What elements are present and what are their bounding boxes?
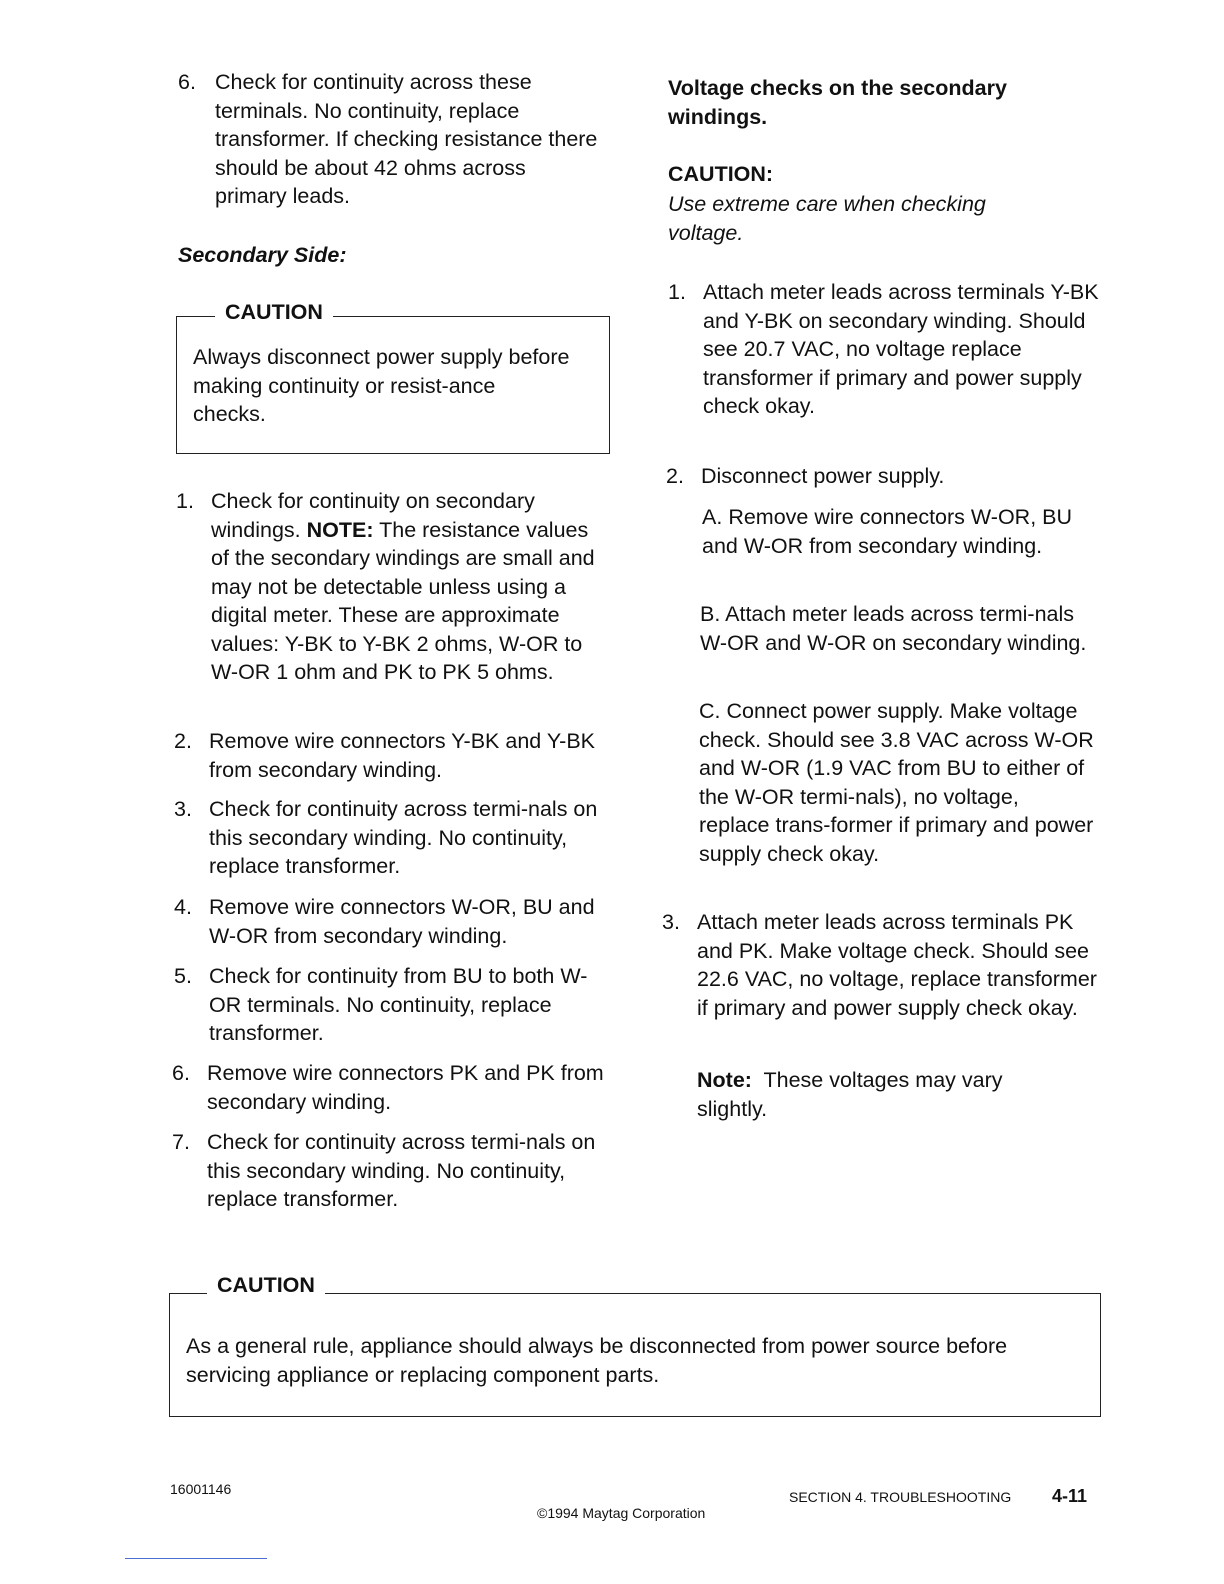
step-text: Remove wire connectors Y-BK and Y-BK from secondary winding. — [209, 729, 596, 782]
substep-text: Remove wire connectors W-OR, BU and W-OR from secondary winding. — [702, 505, 1073, 558]
note-label: NOTE: — [306, 517, 374, 542]
copyright: ©1994 Maytag Corporation — [537, 1505, 706, 1521]
left-step-3 — [174, 795, 606, 881]
step-number: 3. — [174, 797, 192, 821]
caution-box-bottom-title: CAUTION — [207, 1273, 325, 1298]
substep-text: Attach meter leads across termi-nals W-OR and W-OR on secondary winding. — [700, 602, 1087, 655]
step-text: Remove wire connectors W-OR, BU and W-OR from secondary winding. — [209, 895, 595, 948]
substep-b — [700, 600, 1095, 657]
step-text: Check for continuity across termi-nals on this secondary winding. No continuity, replace transformer. — [209, 797, 598, 878]
step-number: 6. — [172, 1061, 190, 1085]
item-number: 6. — [178, 70, 196, 94]
substep-a — [702, 503, 1092, 560]
substep-label: C. — [699, 699, 721, 723]
step-number: 2. — [666, 464, 684, 488]
page-number: 4-11 — [1052, 1486, 1088, 1506]
caution-box-left-title: CAUTION — [215, 300, 333, 325]
caution-label: CAUTION: — [668, 162, 774, 186]
substep-label: B. — [700, 602, 721, 626]
step-number: 5. — [174, 964, 192, 988]
step-number: 1. — [668, 280, 686, 304]
step-text: Check for continuity from BU to both W-OR terminals. No continuity, replace transformer. — [209, 964, 588, 1045]
right-step-3 — [662, 908, 1102, 1022]
secondary-side-heading: Secondary Side: — [178, 243, 347, 267]
note-text: These voltages may vary slightly. — [697, 1068, 1003, 1121]
step-text: Attach meter leads across terminals Y-BK and Y-BK on secondary winding. Should see 20.7 VAC, no voltage replace transformer if primary and power supply check okay. — [703, 280, 1099, 418]
note-label: Note: — [697, 1068, 752, 1092]
step-text: Attach meter leads across terminals PK and PK. Make voltage check. Should see 22.6 VAC, no voltage, replace transformer if primary and power supply check okay. — [697, 910, 1097, 1020]
step-number: 2. — [174, 729, 192, 753]
right-step-2 — [666, 462, 1106, 491]
substep-c — [699, 697, 1094, 868]
substep-text: Connect power supply. Make voltage check. Should see 3.8 VAC across W-OR and W-OR (1.9 VAC from BU to either of the W-OR termi-nals), no voltage, replace trans-former if primary and power supply check okay. — [699, 699, 1094, 866]
step-text: Remove wire connectors PK and PK from secondary winding. — [207, 1061, 604, 1114]
caution-box-bottom-text: As a general rule, appliance should always be disconnected from power source before servicing appliance or replacing component parts. — [186, 1334, 1008, 1387]
step-number: 4. — [174, 895, 192, 919]
left-item-6 — [178, 68, 598, 211]
left-step-5 — [174, 962, 606, 1048]
left-step-2 — [174, 727, 606, 784]
step-text: Check for continuity on secondary windings. — [211, 489, 535, 542]
left-step-7 — [172, 1128, 604, 1214]
part-number: 16001146 — [170, 1481, 232, 1497]
step-number: 3. — [662, 910, 680, 934]
step-text: Disconnect power supply. — [701, 464, 945, 488]
voltage-note — [697, 1066, 1067, 1123]
divider-line — [125, 1558, 267, 1559]
left-step-4 — [174, 893, 606, 950]
step-text: Check for continuity across termi-nals on this secondary winding. No continuity, replace transformer. — [207, 1130, 596, 1211]
step-number: 7. — [172, 1130, 190, 1154]
caution-text: Use extreme care when checking voltage. — [668, 192, 986, 245]
right-step-1 — [668, 278, 1108, 421]
step-number: 1. — [176, 489, 194, 513]
section-label: SECTION 4. TROUBLESHOOTING — [789, 1489, 1012, 1505]
voltage-checks-heading: Voltage checks on the secondary windings. — [668, 76, 1007, 129]
step-text-cont: The resistance values of the secondary windings are small and may not be detectable unless using a digital meter. These are approximate values: Y-BK to Y-BK 2 ohms, W-OR to W-OR 1 ohm and PK to PK 5 ohms. — [211, 517, 595, 684]
left-step-1 — [176, 487, 608, 687]
substep-label: A. — [702, 505, 723, 529]
item-text: Check for continuity across these terminals. No continuity, replace transformer. If checking resistance there should be about 42 ohms across primary leads. — [215, 70, 598, 208]
caution-box-left-text: Always disconnect power supply before making continuity or resist-ance checks. — [193, 345, 570, 426]
left-step-6 — [172, 1059, 604, 1116]
